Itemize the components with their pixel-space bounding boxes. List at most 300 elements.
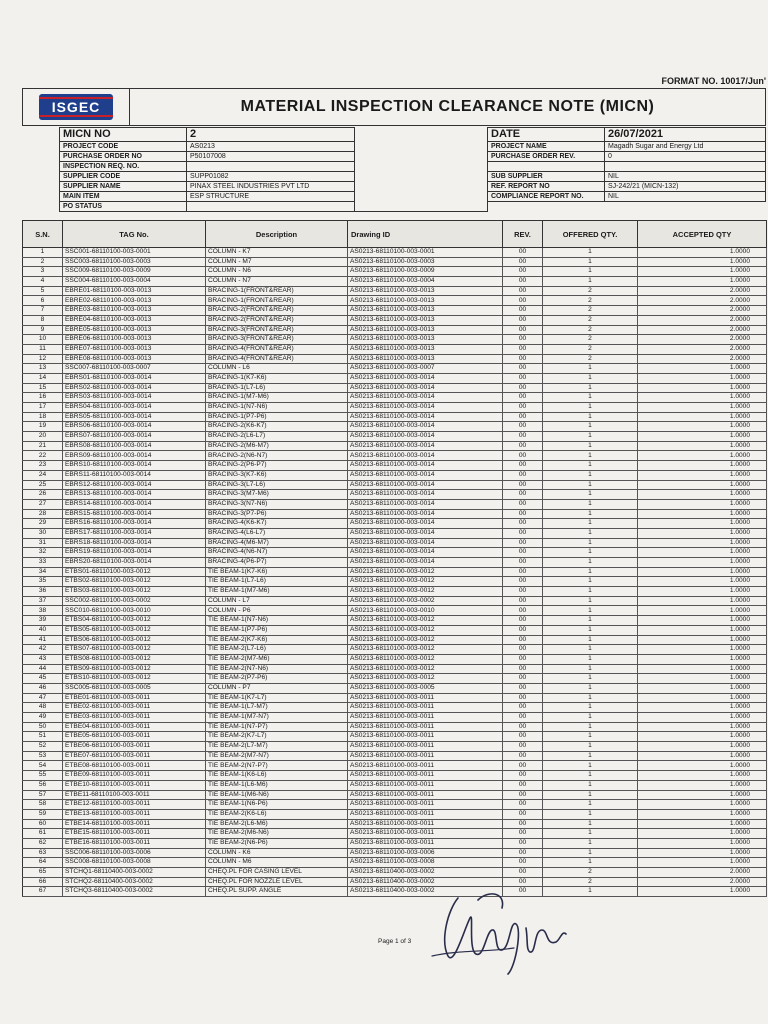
cell-drawing-id: AS0213-68110100-003-0011: [348, 693, 503, 703]
cell-offered-qty: 1: [543, 528, 638, 538]
cell-accepted-qty: 2.0000: [638, 286, 767, 296]
cell-sn: 24: [23, 470, 63, 480]
cell-offered-qty: 2: [543, 306, 638, 316]
table-row: [23, 325, 767, 335]
cell-accepted-qty: 1.0000: [638, 596, 767, 606]
cell-sn: 66: [23, 877, 63, 887]
cell-accepted-qty: 1.0000: [638, 713, 767, 723]
cell-accepted-qty: 1.0000: [638, 248, 767, 258]
cell-description: COLUMN - P6: [206, 606, 348, 616]
cell-drawing-id: AS0213-68110400-003-0002: [348, 868, 503, 878]
sub-supplier-value: NIL: [605, 172, 766, 182]
table-row: [23, 335, 767, 345]
col-header-rev: REV.: [503, 221, 543, 248]
cell-offered-qty: 1: [543, 364, 638, 374]
cell-tag-no: ETBS07-68110100-003-0012: [63, 645, 206, 655]
cell-description: BRACING-1(FRONT&REAR): [206, 296, 348, 306]
table-row: [23, 635, 767, 645]
cell-rev: 00: [503, 315, 543, 325]
cell-sn: 18: [23, 412, 63, 422]
ref-report-label: REF. REPORT NO: [488, 182, 605, 192]
cell-offered-qty: 1: [543, 625, 638, 635]
cell-sn: 31: [23, 538, 63, 548]
date-value: 26/07/2021: [605, 128, 766, 142]
cell-tag-no: EBRS18-68110100-003-0014: [63, 538, 206, 548]
cell-accepted-qty: 1.0000: [638, 267, 767, 277]
cell-sn: 57: [23, 790, 63, 800]
cell-offered-qty: 1: [543, 461, 638, 471]
cell-description: BRACING-4(K6-K7): [206, 519, 348, 529]
cell-offered-qty: 1: [543, 587, 638, 597]
cell-sn: 28: [23, 509, 63, 519]
cell-tag-no: EBRS16-68110100-003-0014: [63, 519, 206, 529]
cell-tag-no: SSC009-68110100-003-0009: [63, 267, 206, 277]
table-row: [23, 393, 767, 403]
cell-rev: 00: [503, 606, 543, 616]
cell-tag-no: EBRE02-68110100-003-0013: [63, 296, 206, 306]
cell-tag-no: ETBE13-68110100-003-0011: [63, 809, 206, 819]
cell-drawing-id: AS0213-68110100-003-0014: [348, 373, 503, 383]
cell-rev: 00: [503, 596, 543, 606]
cell-accepted-qty: 1.0000: [638, 461, 767, 471]
cell-tag-no: SSC002-68110100-003-0002: [63, 596, 206, 606]
cell-description: TIE BEAM-2(L7-M7): [206, 742, 348, 752]
table-row: [23, 848, 767, 858]
cell-offered-qty: 1: [543, 809, 638, 819]
table-row: [23, 732, 767, 742]
cell-sn: 4: [23, 277, 63, 287]
table-row: [23, 829, 767, 839]
cell-offered-qty: 1: [543, 548, 638, 558]
table-row: [23, 800, 767, 810]
cell-accepted-qty: 1.0000: [638, 761, 767, 771]
cell-accepted-qty: 1.0000: [638, 645, 767, 655]
cell-accepted-qty: 1.0000: [638, 616, 767, 626]
inspection-items-table: [22, 220, 767, 897]
cell-drawing-id: AS0213-68110100-003-0014: [348, 470, 503, 480]
cell-tag-no: ETBE06-68110100-003-0011: [63, 742, 206, 752]
cell-drawing-id: AS0213-68110100-003-0011: [348, 780, 503, 790]
cell-sn: 20: [23, 432, 63, 442]
cell-rev: 00: [503, 286, 543, 296]
cell-rev: 00: [503, 335, 543, 345]
cell-rev: 00: [503, 451, 543, 461]
cell-accepted-qty: 1.0000: [638, 480, 767, 490]
cell-accepted-qty: 2.0000: [638, 306, 767, 316]
table-row: [23, 432, 767, 442]
cell-offered-qty: 1: [543, 577, 638, 587]
cell-rev: 00: [503, 790, 543, 800]
cell-accepted-qty: 1.0000: [638, 625, 767, 635]
table-row: [23, 645, 767, 655]
cell-tag-no: ETBS09-68110100-003-0012: [63, 664, 206, 674]
cell-drawing-id: AS0213-68110100-003-0011: [348, 819, 503, 829]
cell-accepted-qty: 1.0000: [638, 742, 767, 752]
cell-sn: 34: [23, 567, 63, 577]
table-row: [23, 751, 767, 761]
cell-accepted-qty: 1.0000: [638, 654, 767, 664]
cell-rev: 00: [503, 761, 543, 771]
cell-rev: 00: [503, 490, 543, 500]
cell-description: BRACING-2(FRONT&REAR): [206, 306, 348, 316]
cell-description: BRACING-1(FRONT&REAR): [206, 286, 348, 296]
cell-accepted-qty: 1.0000: [638, 606, 767, 616]
cell-accepted-qty: 1.0000: [638, 393, 767, 403]
cell-sn: 36: [23, 587, 63, 597]
cell-accepted-qty: 1.0000: [638, 780, 767, 790]
cell-drawing-id: AS0213-68110100-003-0012: [348, 587, 503, 597]
cell-tag-no: EBRE01-68110100-003-0013: [63, 286, 206, 296]
table-row: [23, 490, 767, 500]
cell-accepted-qty: 1.0000: [638, 528, 767, 538]
cell-rev: 00: [503, 528, 543, 538]
cell-accepted-qty: 1.0000: [638, 887, 767, 897]
cell-offered-qty: 1: [543, 558, 638, 568]
cell-offered-qty: 1: [543, 790, 638, 800]
cell-tag-no: EBRS19-68110100-003-0014: [63, 548, 206, 558]
cell-offered-qty: 1: [543, 838, 638, 848]
cell-description: TIE BEAM-2(M6-N6): [206, 829, 348, 839]
table-row: [23, 587, 767, 597]
cell-sn: 61: [23, 829, 63, 839]
cell-drawing-id: AS0213-68110100-003-0014: [348, 509, 503, 519]
cell-sn: 23: [23, 461, 63, 471]
cell-sn: 22: [23, 451, 63, 461]
cell-sn: 8: [23, 315, 63, 325]
cell-description: BRACING-4(FRONT&REAR): [206, 344, 348, 354]
cell-tag-no: EBRS01-68110100-003-0014: [63, 373, 206, 383]
cell-offered-qty: 1: [543, 703, 638, 713]
cell-rev: 00: [503, 868, 543, 878]
cell-drawing-id: AS0213-68110100-003-0013: [348, 286, 503, 296]
cell-description: CHEQ.PL FOR CASING LEVEL: [206, 868, 348, 878]
cell-offered-qty: 1: [543, 780, 638, 790]
table-row: [23, 509, 767, 519]
col-header-offered-qty: OFFERED QTY.: [543, 221, 638, 248]
cell-tag-no: EBRS20-68110100-003-0014: [63, 558, 206, 568]
cell-accepted-qty: 1.0000: [638, 577, 767, 587]
cell-rev: 00: [503, 848, 543, 858]
table-row: [23, 693, 767, 703]
cell-description: BRACING-3(L7-L6): [206, 480, 348, 490]
cell-accepted-qty: 1.0000: [638, 499, 767, 509]
cell-drawing-id: AS0213-68110100-003-0014: [348, 528, 503, 538]
cell-offered-qty: 1: [543, 742, 638, 752]
cell-tag-no: ETBE10-68110100-003-0011: [63, 780, 206, 790]
cell-accepted-qty: 1.0000: [638, 674, 767, 684]
table-row: [23, 877, 767, 887]
cell-offered-qty: 2: [543, 296, 638, 306]
table-row: [23, 722, 767, 732]
cell-drawing-id: AS0213-68110100-003-0013: [348, 335, 503, 345]
cell-description: TIE BEAM-2(M7-M6): [206, 654, 348, 664]
cell-description: TIE BEAM-2(N6-P6): [206, 838, 348, 848]
cell-sn: 64: [23, 858, 63, 868]
cell-tag-no: ETBE07-68110100-003-0011: [63, 751, 206, 761]
project-name-label: PROJECT NAME: [488, 142, 605, 152]
cell-drawing-id: AS0213-68110100-003-0004: [348, 277, 503, 287]
cell-accepted-qty: 1.0000: [638, 664, 767, 674]
cell-offered-qty: 1: [543, 606, 638, 616]
table-row: [23, 674, 767, 684]
cell-description: BRACING-4(L6-L7): [206, 528, 348, 538]
cell-sn: 65: [23, 868, 63, 878]
table-row: [23, 558, 767, 568]
cell-tag-no: ETBS01-68110100-003-0012: [63, 567, 206, 577]
col-header-tag-no: TAG No.: [63, 221, 206, 248]
main-item-label: MAIN ITEM: [60, 192, 187, 202]
cell-sn: 35: [23, 577, 63, 587]
cell-rev: 00: [503, 325, 543, 335]
cell-accepted-qty: 2.0000: [638, 335, 767, 345]
cell-description: BRACING-2(FRONT&REAR): [206, 315, 348, 325]
col-header-accepted-qty: ACCEPTED QTY: [638, 221, 767, 248]
cell-rev: 00: [503, 877, 543, 887]
table-row: [23, 625, 767, 635]
cell-accepted-qty: 1.0000: [638, 751, 767, 761]
cell-drawing-id: AS0213-68110100-003-0012: [348, 664, 503, 674]
table-row: [23, 703, 767, 713]
table-row: [23, 616, 767, 626]
cell-sn: 58: [23, 800, 63, 810]
cell-rev: 00: [503, 248, 543, 258]
cell-rev: 00: [503, 664, 543, 674]
cell-offered-qty: 1: [543, 800, 638, 810]
cell-description: COLUMN - K6: [206, 848, 348, 858]
micn-info-table: [59, 127, 766, 212]
cell-sn: 32: [23, 548, 63, 558]
table-row: [23, 713, 767, 723]
cell-drawing-id: AS0213-68110400-003-0002: [348, 877, 503, 887]
cell-description: COLUMN - L7: [206, 596, 348, 606]
cell-description: BRACING-3(N7-N6): [206, 499, 348, 509]
cell-accepted-qty: 2.0000: [638, 344, 767, 354]
cell-description: COLUMN - M6: [206, 858, 348, 868]
cell-drawing-id: AS0213-68110100-003-0002: [348, 596, 503, 606]
cell-drawing-id: AS0213-68110100-003-0011: [348, 838, 503, 848]
cell-tag-no: EBRE05-68110100-003-0013: [63, 325, 206, 335]
cell-drawing-id: AS0213-68110100-003-0011: [348, 761, 503, 771]
cell-tag-no: EBRS17-68110100-003-0014: [63, 528, 206, 538]
cell-rev: 00: [503, 432, 543, 442]
cell-offered-qty: 2: [543, 286, 638, 296]
cell-description: BRACING-3(FRONT&REAR): [206, 335, 348, 345]
supplier-code-value: SUPP01082: [187, 172, 355, 182]
table-row: [23, 248, 767, 258]
isgec-logo: ISGEC: [39, 94, 113, 120]
page-number: Page 1 of 3: [378, 938, 412, 945]
project-code-value: AS0213: [187, 142, 355, 152]
cell-accepted-qty: 1.0000: [638, 470, 767, 480]
table-row: [23, 809, 767, 819]
table-row: [23, 528, 767, 538]
cell-drawing-id: AS0213-68110100-003-0011: [348, 722, 503, 732]
cell-accepted-qty: 1.0000: [638, 683, 767, 693]
cell-description: TIE BEAM-1(M7-M6): [206, 587, 348, 597]
cell-offered-qty: 1: [543, 257, 638, 267]
table-row: [23, 868, 767, 878]
cell-rev: 00: [503, 703, 543, 713]
cell-drawing-id: AS0213-68110100-003-0005: [348, 683, 503, 693]
cell-drawing-id: AS0213-68110100-003-0008: [348, 858, 503, 868]
cell-drawing-id: AS0213-68110100-003-0013: [348, 354, 503, 364]
cell-rev: 00: [503, 383, 543, 393]
cell-rev: 00: [503, 548, 543, 558]
cell-tag-no: SSC010-68110100-003-0010: [63, 606, 206, 616]
cell-offered-qty: 1: [543, 373, 638, 383]
table-row: [23, 412, 767, 422]
cell-offered-qty: 2: [543, 354, 638, 364]
cell-offered-qty: 1: [543, 412, 638, 422]
cell-rev: 00: [503, 732, 543, 742]
cell-tag-no: EBRS12-68110100-003-0014: [63, 480, 206, 490]
cell-sn: 46: [23, 683, 63, 693]
cell-sn: 25: [23, 480, 63, 490]
cell-accepted-qty: 1.0000: [638, 635, 767, 645]
cell-accepted-qty: 1.0000: [638, 703, 767, 713]
cell-drawing-id: AS0213-68110100-003-0012: [348, 625, 503, 635]
table-row: [23, 451, 767, 461]
cell-rev: 00: [503, 558, 543, 568]
cell-rev: 00: [503, 616, 543, 626]
cell-tag-no: EBRS07-68110100-003-0014: [63, 432, 206, 442]
table-row: [23, 277, 767, 287]
micn-no-value: 2: [187, 128, 355, 142]
cell-sn: 54: [23, 761, 63, 771]
cell-sn: 1: [23, 248, 63, 258]
cell-sn: 40: [23, 625, 63, 635]
col-header-description: Description: [206, 221, 348, 248]
compliance-report-value: NIL: [605, 192, 766, 202]
cell-offered-qty: 1: [543, 693, 638, 703]
cell-sn: 12: [23, 354, 63, 364]
cell-drawing-id: AS0213-68110100-003-0013: [348, 306, 503, 316]
cell-drawing-id: AS0213-68110100-003-0013: [348, 296, 503, 306]
cell-description: BRACING-1(P7-P6): [206, 412, 348, 422]
cell-tag-no: EBRS08-68110100-003-0014: [63, 441, 206, 451]
cell-rev: 00: [503, 296, 543, 306]
cell-sn: 52: [23, 742, 63, 752]
cell-description: BRACING-4(N6-N7): [206, 548, 348, 558]
cell-accepted-qty: 1.0000: [638, 364, 767, 374]
table-row: [23, 373, 767, 383]
cell-accepted-qty: 1.0000: [638, 790, 767, 800]
cell-offered-qty: 1: [543, 277, 638, 287]
cell-drawing-id: AS0213-68110100-003-0014: [348, 548, 503, 558]
cell-description: TIE BEAM-1(M6-N6): [206, 790, 348, 800]
cell-sn: 27: [23, 499, 63, 509]
cell-tag-no: ETBE04-68110100-003-0011: [63, 722, 206, 732]
cell-drawing-id: AS0213-68110100-003-0014: [348, 393, 503, 403]
cell-accepted-qty: 1.0000: [638, 848, 767, 858]
cell-offered-qty: 1: [543, 713, 638, 723]
cell-sn: 10: [23, 335, 63, 345]
cell-rev: 00: [503, 645, 543, 655]
cell-drawing-id: AS0213-68110100-003-0014: [348, 432, 503, 442]
cell-offered-qty: 1: [543, 683, 638, 693]
cell-sn: 19: [23, 422, 63, 432]
cell-offered-qty: 1: [543, 732, 638, 742]
cell-accepted-qty: 1.0000: [638, 548, 767, 558]
cell-rev: 00: [503, 364, 543, 374]
table-row: [23, 548, 767, 558]
cell-sn: 30: [23, 528, 63, 538]
cell-tag-no: STCHQ3-68110400-003-0002: [63, 887, 206, 897]
cell-drawing-id: AS0213-68110100-003-0014: [348, 538, 503, 548]
cell-offered-qty: 1: [543, 393, 638, 403]
cell-description: COLUMN - L6: [206, 364, 348, 374]
cell-tag-no: EBRE04-68110100-003-0013: [63, 315, 206, 325]
cell-accepted-qty: 1.0000: [638, 558, 767, 568]
cell-drawing-id: AS0213-68110100-003-0010: [348, 606, 503, 616]
cell-tag-no: EBRS13-68110100-003-0014: [63, 490, 206, 500]
cell-offered-qty: 2: [543, 325, 638, 335]
cell-accepted-qty: 1.0000: [638, 383, 767, 393]
cell-sn: 55: [23, 771, 63, 781]
cell-description: BRACING-1(L7-L6): [206, 383, 348, 393]
cell-rev: 00: [503, 461, 543, 471]
cell-drawing-id: AS0213-68110100-003-0012: [348, 645, 503, 655]
cell-tag-no: ETBE09-68110100-003-0011: [63, 771, 206, 781]
cell-accepted-qty: 1.0000: [638, 412, 767, 422]
cell-sn: 63: [23, 848, 63, 858]
cell-tag-no: ETBE15-68110100-003-0011: [63, 829, 206, 839]
cell-drawing-id: AS0213-68110100-003-0014: [348, 499, 503, 509]
cell-tag-no: STCHQ1-68110400-003-0002: [63, 868, 206, 878]
cell-accepted-qty: 1.0000: [638, 771, 767, 781]
main-item-value: ESP STRUCTURE: [187, 192, 355, 202]
cell-sn: 62: [23, 838, 63, 848]
table-row: [23, 538, 767, 548]
cell-description: BRACING-3(K7-K6): [206, 470, 348, 480]
cell-sn: 6: [23, 296, 63, 306]
format-number: FORMAT NO. 10017/Jun': [661, 76, 766, 86]
cell-offered-qty: 1: [543, 480, 638, 490]
table-row: [23, 354, 767, 364]
cell-accepted-qty: 1.0000: [638, 838, 767, 848]
cell-drawing-id: AS0213-68110100-003-0014: [348, 441, 503, 451]
cell-tag-no: SSC003-68110100-003-0003: [63, 257, 206, 267]
cell-tag-no: EBRE08-68110100-003-0013: [63, 354, 206, 364]
po-no-value: P50107008: [187, 152, 355, 162]
micn-no-label: MICN NO: [60, 128, 187, 142]
po-status-value: [187, 202, 355, 212]
cell-rev: 00: [503, 809, 543, 819]
cell-description: TIE BEAM-1(L7-L6): [206, 577, 348, 587]
cell-accepted-qty: 1.0000: [638, 432, 767, 442]
table-row: [23, 267, 767, 277]
cell-sn: 16: [23, 393, 63, 403]
table-row: [23, 858, 767, 868]
cell-sn: 50: [23, 722, 63, 732]
cell-sn: 53: [23, 751, 63, 761]
cell-accepted-qty: 1.0000: [638, 509, 767, 519]
table-row: [23, 422, 767, 432]
cell-sn: 3: [23, 267, 63, 277]
cell-offered-qty: 1: [543, 858, 638, 868]
cell-sn: 44: [23, 664, 63, 674]
cell-rev: 00: [503, 751, 543, 761]
cell-accepted-qty: 1.0000: [638, 538, 767, 548]
cell-accepted-qty: 2.0000: [638, 325, 767, 335]
ref-report-value: SJ-242/21 (MICN-132): [605, 182, 766, 192]
cell-offered-qty: 1: [543, 761, 638, 771]
cell-offered-qty: 1: [543, 441, 638, 451]
date-label: DATE: [488, 128, 605, 142]
cell-drawing-id: AS0213-68110100-003-0011: [348, 732, 503, 742]
cell-drawing-id: AS0213-68110100-003-0012: [348, 567, 503, 577]
table-row: [23, 606, 767, 616]
